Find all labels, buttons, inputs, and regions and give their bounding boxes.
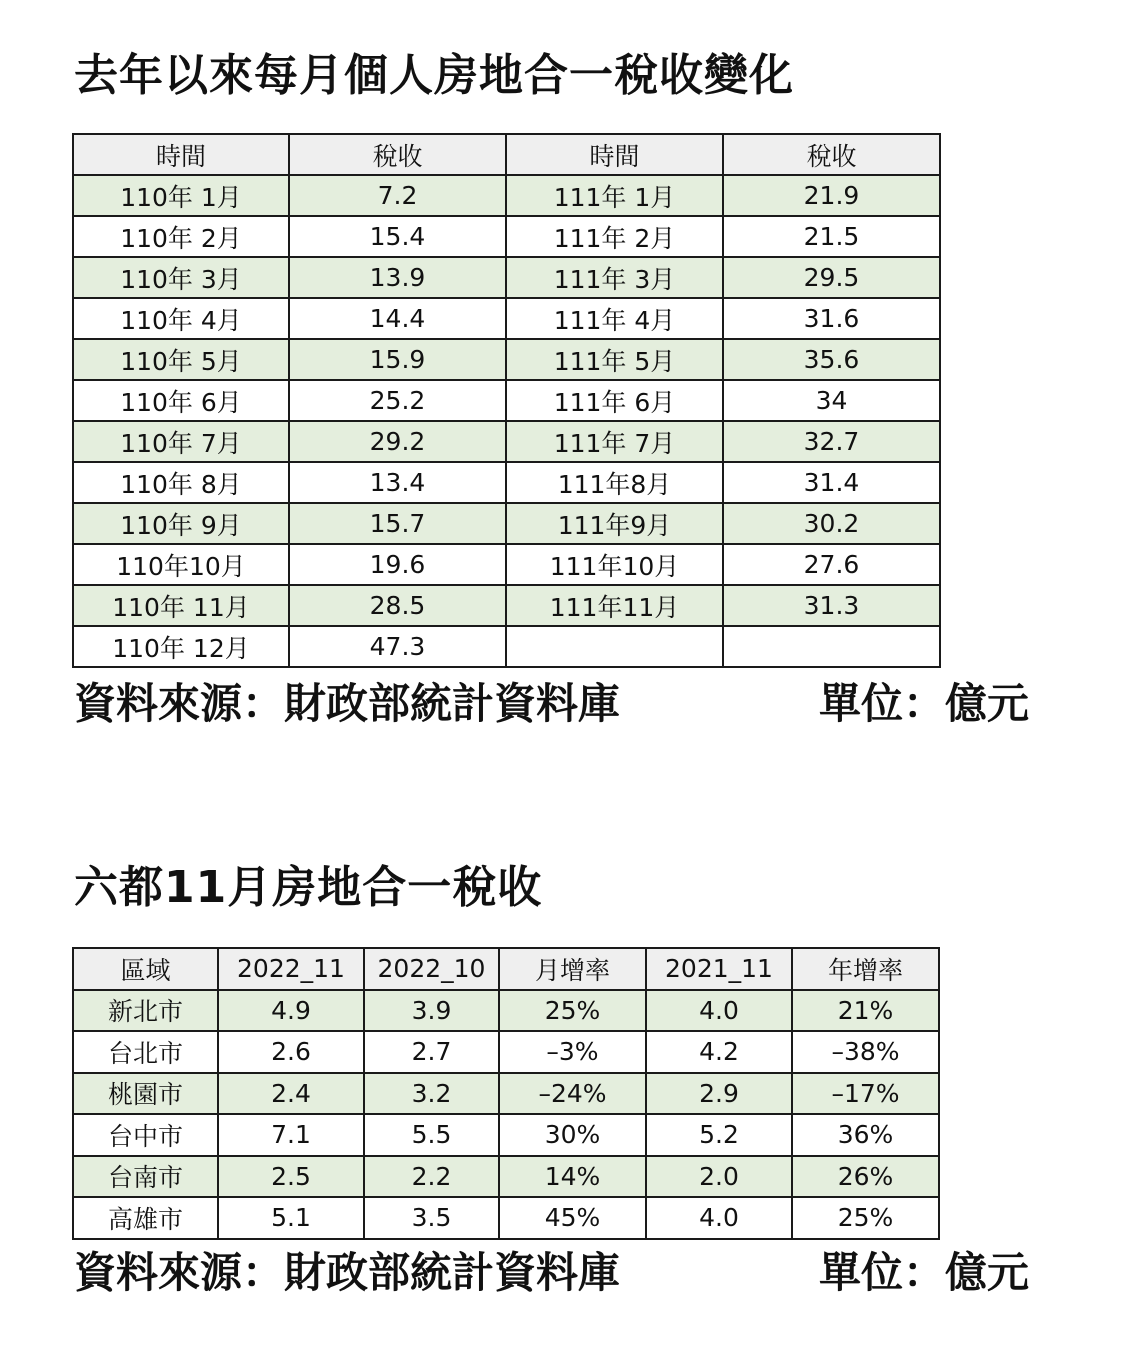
table-cell: 15.4 bbox=[289, 216, 506, 257]
table-cell: 15.7 bbox=[289, 503, 506, 544]
monthly-tax-table bbox=[72, 133, 941, 668]
table-cell: 25% bbox=[792, 1197, 939, 1239]
table-cell: 14.4 bbox=[289, 298, 506, 339]
header-2021-11: 2021_11 bbox=[646, 948, 792, 990]
section2-footer bbox=[74, 1248, 1029, 1297]
table-row bbox=[73, 339, 940, 380]
header-tax-1: 稅收 bbox=[289, 134, 506, 175]
table-cell: 新北市 bbox=[73, 990, 218, 1032]
table-cell: –24% bbox=[499, 1073, 646, 1115]
table-cell: 30.2 bbox=[723, 503, 940, 544]
city-tax-table bbox=[72, 947, 940, 1240]
header-mom: 月增率 bbox=[499, 948, 646, 990]
table-cell: 4.0 bbox=[646, 1197, 792, 1239]
table-row bbox=[73, 1031, 939, 1073]
table-cell: 31.6 bbox=[723, 298, 940, 339]
table-cell: 高雄市 bbox=[73, 1197, 218, 1239]
table-cell: 3.5 bbox=[364, 1197, 499, 1239]
table-cell: 4.0 bbox=[646, 990, 792, 1032]
table-row bbox=[73, 544, 940, 585]
table-cell: 7.1 bbox=[218, 1114, 364, 1156]
table-cell: 5.5 bbox=[364, 1114, 499, 1156]
table-cell: 台北市 bbox=[73, 1031, 218, 1073]
table-cell: 110年 3月 bbox=[73, 257, 289, 298]
table-cell: –38% bbox=[792, 1031, 939, 1073]
table-cell: 7.2 bbox=[289, 175, 506, 216]
table-cell: 2.6 bbox=[218, 1031, 364, 1073]
header-2022-10: 2022_10 bbox=[364, 948, 499, 990]
table-cell: 19.6 bbox=[289, 544, 506, 585]
table-cell: –17% bbox=[792, 1073, 939, 1115]
table-cell: 110年 9月 bbox=[73, 503, 289, 544]
table-cell: 21% bbox=[792, 990, 939, 1032]
table-cell: 28.5 bbox=[289, 585, 506, 626]
table-cell: 111年 4月 bbox=[506, 298, 723, 339]
table-cell: 34 bbox=[723, 380, 940, 421]
table-row bbox=[73, 1073, 939, 1115]
table-cell: 台中市 bbox=[73, 1114, 218, 1156]
table-row bbox=[73, 990, 939, 1032]
table-cell: 21.9 bbox=[723, 175, 940, 216]
table-cell: 3.9 bbox=[364, 990, 499, 1032]
header-tax-2: 稅收 bbox=[723, 134, 940, 175]
table-cell: 15.9 bbox=[289, 339, 506, 380]
section2-title: 六都11月房地合一稅收 bbox=[74, 862, 543, 913]
table-row bbox=[73, 421, 940, 462]
table-row bbox=[73, 462, 940, 503]
table-row bbox=[73, 298, 940, 339]
table-header-row bbox=[73, 948, 939, 990]
table-cell: 25.2 bbox=[289, 380, 506, 421]
header-time-1: 時間 bbox=[73, 134, 289, 175]
table-cell: 32.7 bbox=[723, 421, 940, 462]
table-cell: 111年 6月 bbox=[506, 380, 723, 421]
header-region: 區域 bbox=[73, 948, 218, 990]
table-row bbox=[73, 1114, 939, 1156]
table-row bbox=[73, 1156, 939, 1198]
table-cell: 111年 1月 bbox=[506, 175, 723, 216]
section1-title: 去年以來每月個人房地合一稅收變化 bbox=[74, 50, 794, 101]
table-cell: 桃園市 bbox=[73, 1073, 218, 1115]
table-cell: 111年10月 bbox=[506, 544, 723, 585]
table-cell: 47.3 bbox=[289, 626, 506, 667]
table-cell: 3.2 bbox=[364, 1073, 499, 1115]
table-cell: 2.0 bbox=[646, 1156, 792, 1198]
table-cell: 21.5 bbox=[723, 216, 940, 257]
header-2022-11: 2022_11 bbox=[218, 948, 364, 990]
table-cell: 29.5 bbox=[723, 257, 940, 298]
table-cell: 台南市 bbox=[73, 1156, 218, 1198]
table-cell: 2.9 bbox=[646, 1073, 792, 1115]
table-cell: 110年 12月 bbox=[73, 626, 289, 667]
table-cell: 2.4 bbox=[218, 1073, 364, 1115]
table-cell: 111年 2月 bbox=[506, 216, 723, 257]
table-row bbox=[73, 585, 940, 626]
table-row bbox=[73, 626, 940, 667]
table-cell: 111年 3月 bbox=[506, 257, 723, 298]
table-row bbox=[73, 257, 940, 298]
header-time-2: 時間 bbox=[506, 134, 723, 175]
table-cell: 111年11月 bbox=[506, 585, 723, 626]
table-cell: 111年9月 bbox=[506, 503, 723, 544]
table-cell: 36% bbox=[792, 1114, 939, 1156]
unit-label: 單位：億元 bbox=[818, 679, 1029, 728]
table-cell: 27.6 bbox=[723, 544, 940, 585]
table-cell: 2.2 bbox=[364, 1156, 499, 1198]
table-row bbox=[73, 1197, 939, 1239]
table-cell: 110年 11月 bbox=[73, 585, 289, 626]
table-cell: 110年10月 bbox=[73, 544, 289, 585]
table-cell: 4.2 bbox=[646, 1031, 792, 1073]
table-cell: 31.4 bbox=[723, 462, 940, 503]
section1-footer bbox=[74, 679, 1029, 728]
table-cell: 110年 6月 bbox=[73, 380, 289, 421]
table-cell: 31.3 bbox=[723, 585, 940, 626]
table-cell: 14% bbox=[499, 1156, 646, 1198]
table-cell: 111年 5月 bbox=[506, 339, 723, 380]
table-cell bbox=[506, 626, 723, 667]
table-cell: –3% bbox=[499, 1031, 646, 1073]
unit-label: 單位：億元 bbox=[818, 1248, 1029, 1297]
table-cell: 5.1 bbox=[218, 1197, 364, 1239]
table-cell: 13.4 bbox=[289, 462, 506, 503]
table-cell: 110年 1月 bbox=[73, 175, 289, 216]
table-row bbox=[73, 380, 940, 421]
table-cell: 25% bbox=[499, 990, 646, 1032]
table-cell: 110年 4月 bbox=[73, 298, 289, 339]
table-cell: 35.6 bbox=[723, 339, 940, 380]
table-cell: 2.7 bbox=[364, 1031, 499, 1073]
table-cell: 110年 5月 bbox=[73, 339, 289, 380]
table-cell: 111年8月 bbox=[506, 462, 723, 503]
table-cell: 29.2 bbox=[289, 421, 506, 462]
table-row bbox=[73, 503, 940, 544]
table-cell: 2.5 bbox=[218, 1156, 364, 1198]
table-cell: 110年 7月 bbox=[73, 421, 289, 462]
source-label: 資料來源：財政部統計資料庫 bbox=[74, 679, 621, 728]
table-row bbox=[73, 175, 940, 216]
table-cell: 5.2 bbox=[646, 1114, 792, 1156]
table-cell: 111年 7月 bbox=[506, 421, 723, 462]
table-cell: 4.9 bbox=[218, 990, 364, 1032]
source-label: 資料來源：財政部統計資料庫 bbox=[74, 1248, 621, 1297]
table-cell: 110年 2月 bbox=[73, 216, 289, 257]
table-cell: 45% bbox=[499, 1197, 646, 1239]
table-header-row bbox=[73, 134, 940, 175]
table-cell bbox=[723, 626, 940, 667]
table-cell: 13.9 bbox=[289, 257, 506, 298]
table-cell: 110年 8月 bbox=[73, 462, 289, 503]
table-cell: 30% bbox=[499, 1114, 646, 1156]
table-row bbox=[73, 216, 940, 257]
header-yoy: 年增率 bbox=[792, 948, 939, 990]
table-cell: 26% bbox=[792, 1156, 939, 1198]
